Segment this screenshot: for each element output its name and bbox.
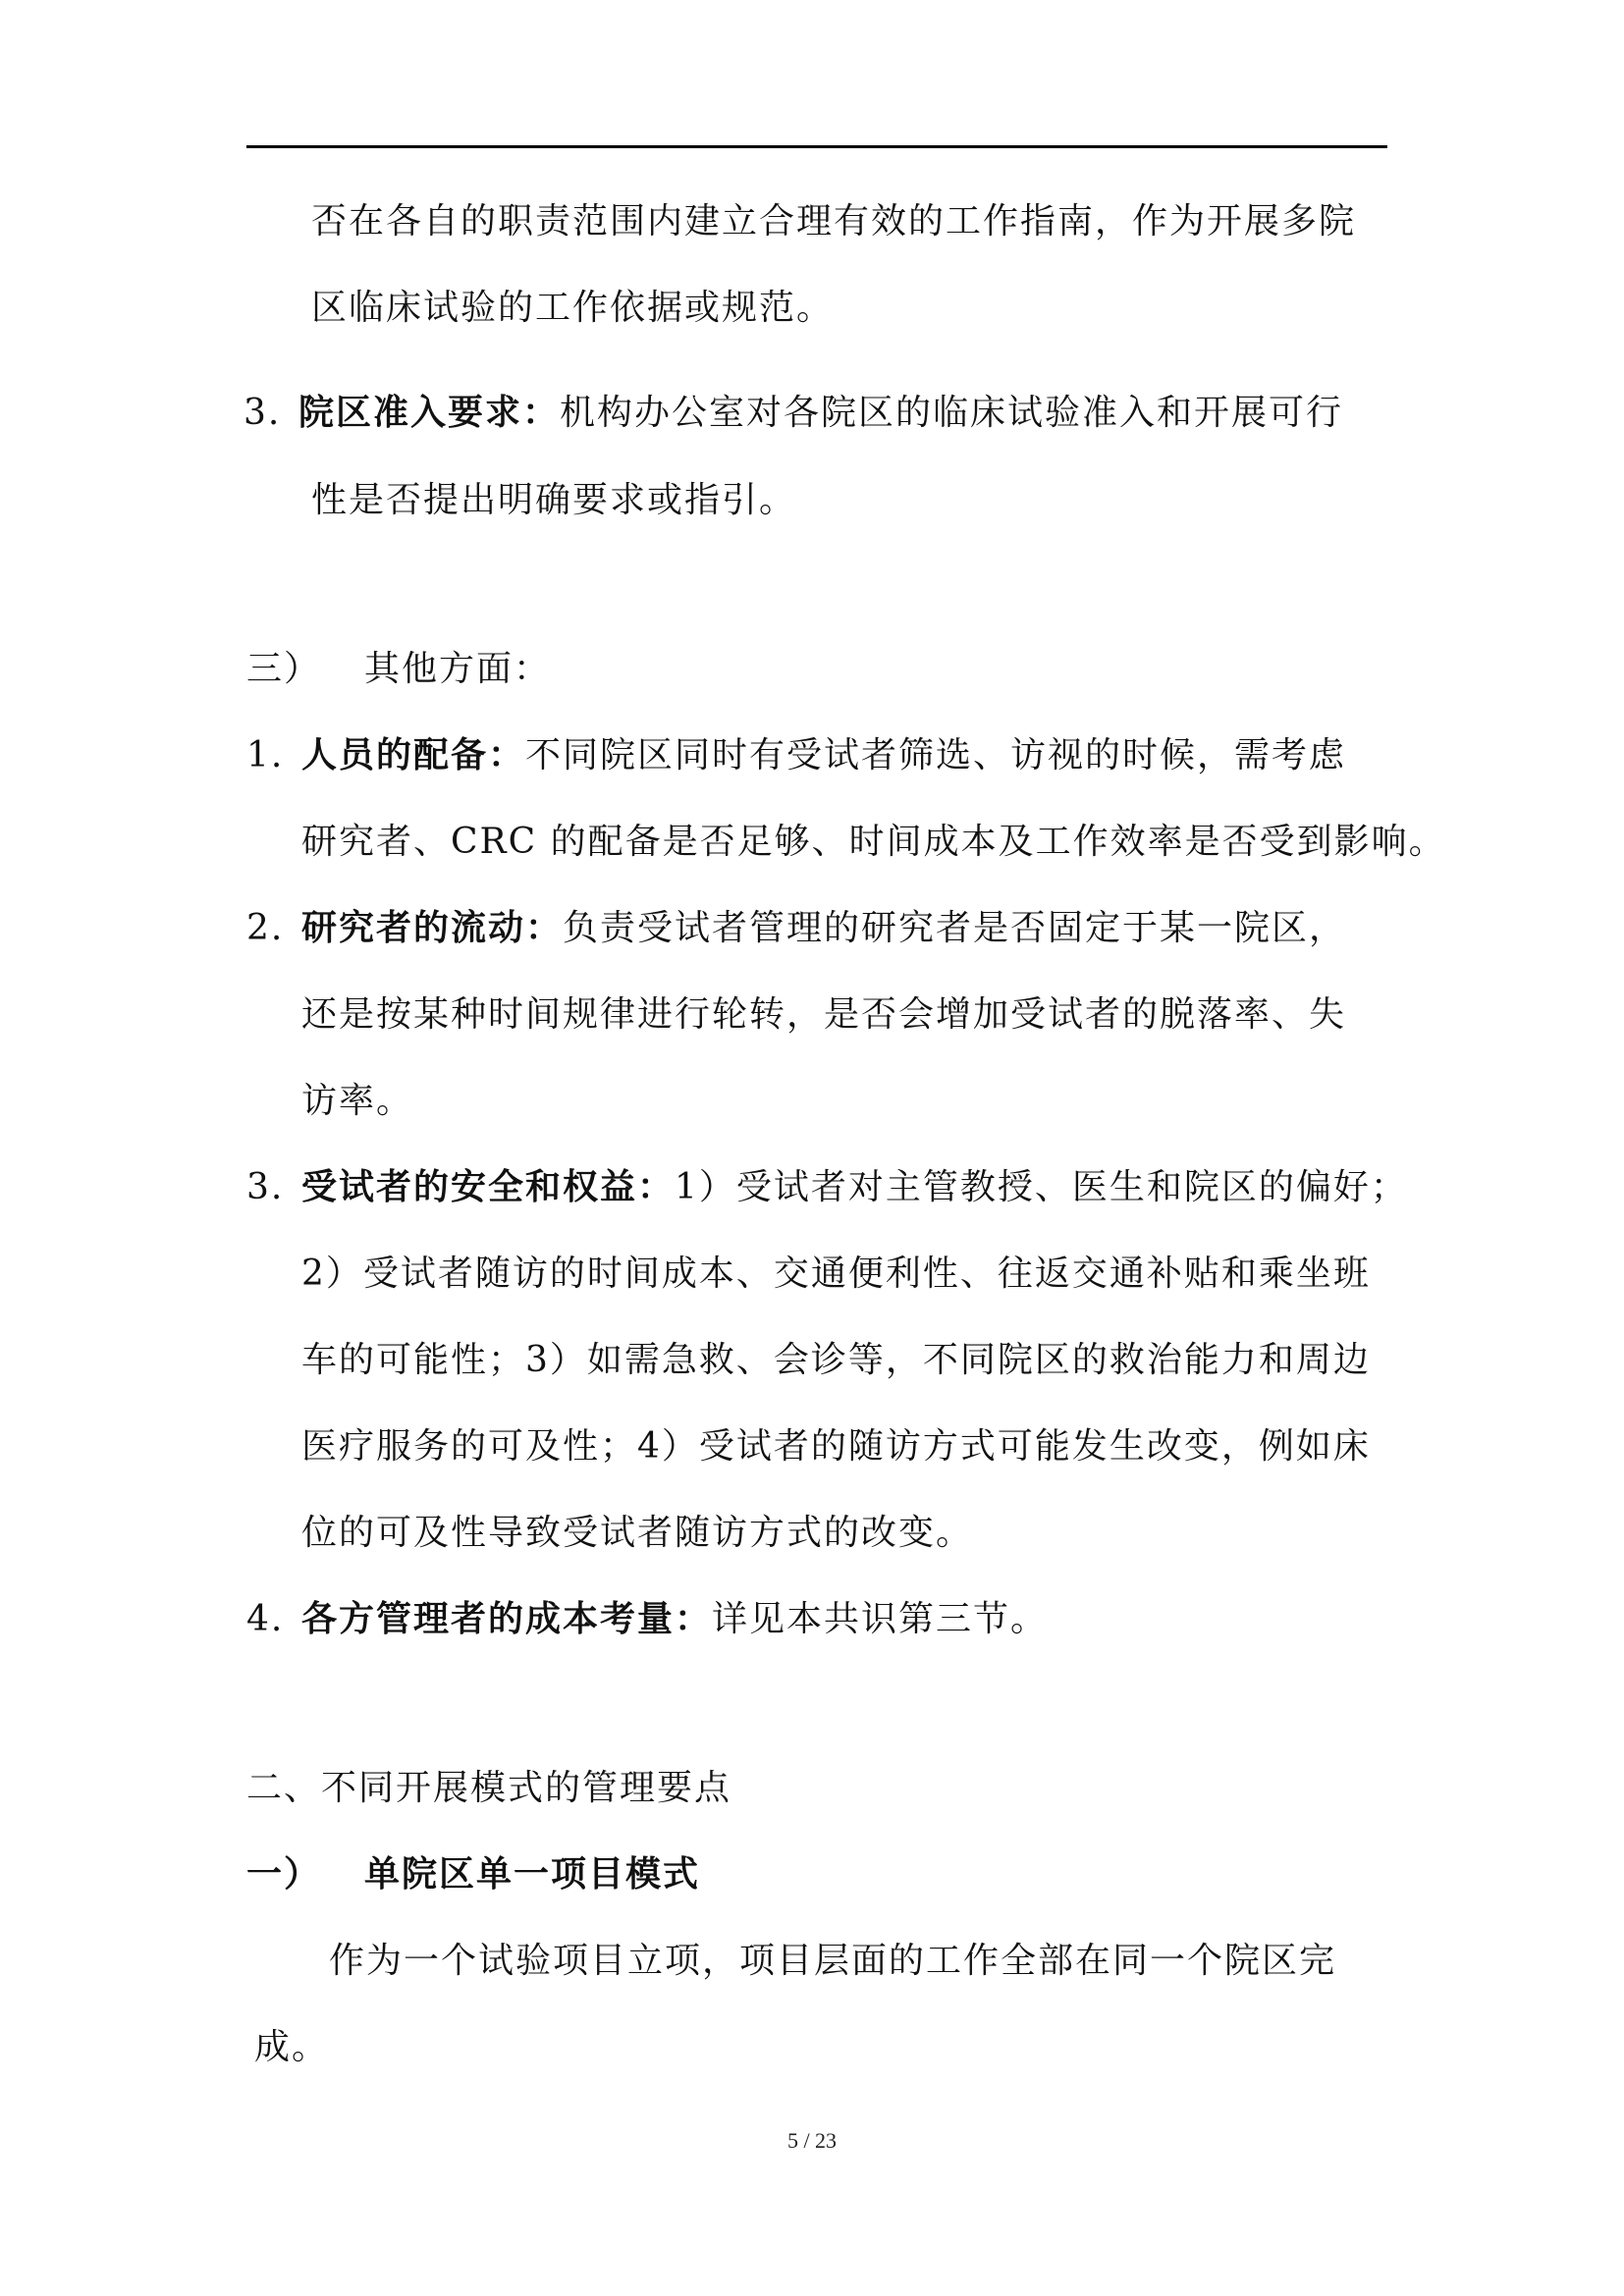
list-number: 4. (246, 1599, 285, 1639)
paragraph-line: 区临床试验的工作依据或规范。 (311, 288, 835, 328)
section-title: 其他方面： (364, 649, 552, 689)
paragraph-line: 2）受试者随访的时间成本、交通便利性、往返交通补贴和乘坐班 (301, 1254, 1371, 1294)
list-term: 院区准入要求： (298, 393, 561, 433)
subsection-number: 一） (246, 1854, 322, 1895)
list-text: 不同院区同时有受试者筛选、访视的时候，需考虑 (525, 735, 1347, 775)
paragraph-line: 车的可能性；3）如需急救、会诊等，不同院区的救治能力和周边 (301, 1340, 1371, 1380)
list-text: 负责受试者管理的研究者是否固定于某一院区， (563, 908, 1347, 948)
list-text: 1）受试者对主管教授、医生和院区的偏好； (675, 1167, 1408, 1207)
list-number: 3. (246, 1167, 285, 1207)
paragraph-line: 研究者、CRC 的配备是否足够、时间成本及工作效率是否受到影响。 (301, 822, 1446, 862)
section-number: 三） (246, 649, 322, 689)
list-item-1-staffing (246, 734, 1346, 777)
list-item-2-investigator-rotation (246, 907, 1346, 950)
page-number: 5 / 23 (786, 2128, 838, 2153)
paragraph-line: 访率。 (301, 1081, 414, 1121)
paragraph-line: 医疗服务的可及性；4）受试者的随访方式可能发生改变，例如床 (301, 1426, 1371, 1467)
list-item-4-cost (246, 1598, 1048, 1641)
list-text: 详见本共识第三节。 (712, 1599, 1049, 1639)
list-text: 机构办公室对各院区的临床试验准入和开展可行 (560, 393, 1344, 433)
header-rule (246, 145, 1387, 148)
list-term: 受试者的安全和权益： (301, 1167, 676, 1207)
paragraph-line: 位的可及性导致受试者随访方式的改变。 (301, 1513, 974, 1553)
section-heading-other (246, 648, 551, 691)
paragraph-line: 还是按某种时间规律进行轮转，是否会增加受试者的脱落率、失 (301, 994, 1347, 1035)
list-number: 2. (246, 908, 285, 948)
paragraph-line: 否在各自的职责范围内建立合理有效的工作指南，作为开展多院 (311, 201, 1357, 241)
list-item-3-subject-safety (246, 1166, 1408, 1209)
paragraph-line: 性是否提出明确要求或指引。 (311, 480, 797, 520)
subsection-title: 单院区单一项目模式 (364, 1854, 701, 1895)
list-item-3-admission (244, 392, 1343, 435)
section-heading-management-points: 二、不同开展模式的管理要点 (246, 1768, 732, 1808)
list-number: 1. (246, 735, 285, 775)
paragraph-line: 成。 (254, 2027, 330, 2067)
list-term: 各方管理者的成本考量： (301, 1599, 713, 1639)
list-term: 人员的配备： (301, 735, 526, 775)
subsection-heading-single-campus (246, 1853, 700, 1896)
list-number: 3. (244, 393, 282, 433)
list-term: 研究者的流动： (301, 908, 564, 948)
paragraph-line: 作为一个试验项目立项，项目层面的工作全部在同一个院区完 (329, 1941, 1337, 1981)
